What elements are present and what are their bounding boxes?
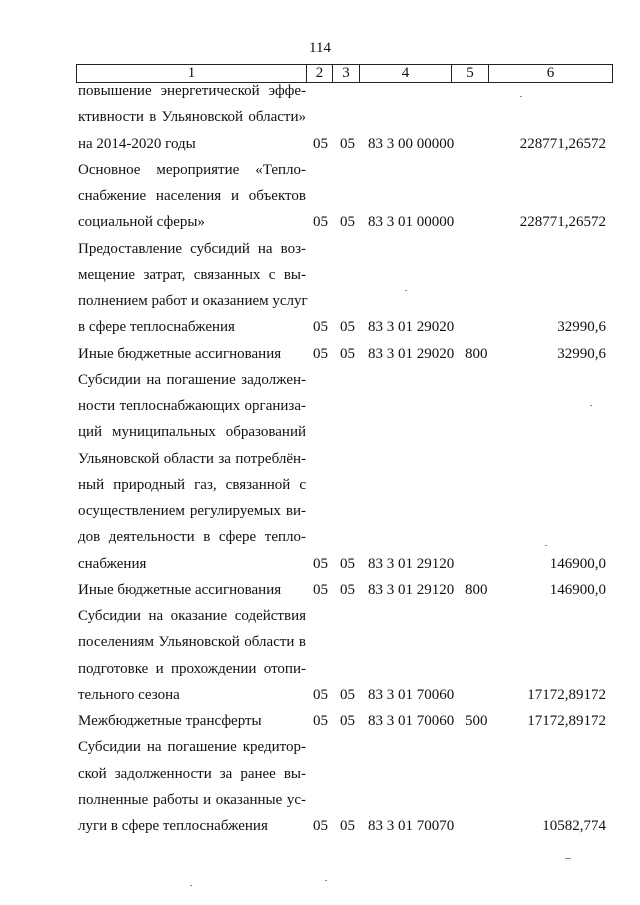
row-target-code: 83 3 01 70060 <box>368 686 455 703</box>
row-description-line: Основное мероприятие «Тепло- <box>78 161 306 178</box>
row-subsection: 05 <box>340 818 355 834</box>
row-amount: 146900,0 <box>549 581 606 598</box>
row-expense-type: 500 <box>465 713 488 729</box>
row-target-code: 83 3 01 00000 <box>368 214 455 231</box>
row-subsection: 05 <box>340 555 355 572</box>
row-description-line: ктивности в Ульяновской области» <box>78 109 306 126</box>
row-subsection: 05 <box>340 713 355 729</box>
row-description-line: осуществлением регулируемых ви- <box>78 503 306 519</box>
row-description-line: повышение энергетической эффе- <box>78 83 306 99</box>
row-description-line: в сфере теплоснабжения <box>78 319 235 336</box>
row-section: 05 <box>313 345 328 362</box>
column-header-1: 1 <box>77 65 307 83</box>
row-subsection: 05 <box>340 214 355 231</box>
row-subsection: 05 <box>340 319 355 336</box>
row-target-code: 83 3 01 70070 <box>368 818 455 834</box>
row-target-code: 83 3 01 29020 <box>368 345 455 362</box>
scan-speck <box>325 880 327 881</box>
row-description-line: дов деятельности в сфере тепло- <box>78 529 306 546</box>
row-description-line: ный природный газ, связанной с <box>78 476 306 493</box>
row-section: 05 <box>313 818 328 834</box>
column-header-4: 4 <box>360 65 452 83</box>
row-section: 05 <box>313 135 328 152</box>
row-description-line: Предоставление субсидий на воз- <box>78 240 306 257</box>
row-target-code: 83 3 00 00000 <box>368 135 455 152</box>
scan-speck <box>190 885 192 886</box>
row-amount: 17172,89172 <box>527 713 606 729</box>
row-target-code: 83 3 01 70060 <box>368 713 455 729</box>
page-number: 114 <box>309 40 331 56</box>
row-description-line: Субсидии на погашение кредитор- <box>78 739 306 756</box>
row-description-line: снабжения <box>78 555 147 572</box>
row-description-line: мещение затрат, связанных с вы- <box>78 266 306 283</box>
row-subsection: 05 <box>340 581 355 598</box>
row-amount: 228771,26572 <box>519 214 606 231</box>
row-subsection: 05 <box>340 135 355 152</box>
row-section: 05 <box>313 555 328 572</box>
scan-speck <box>565 858 571 859</box>
row-description-line: полненные работы и оказанные ус- <box>78 791 306 808</box>
row-description-line: Межбюджетные трансферты <box>78 713 262 729</box>
row-description-line: снабжение населения и объектов <box>78 188 306 204</box>
row-target-code: 83 3 01 29120 <box>368 581 455 598</box>
row-description-line: ности теплоснабжающих организа- <box>78 398 306 414</box>
scan-speck <box>545 545 547 546</box>
column-header-2: 2 <box>307 65 333 83</box>
row-amount: 32990,6 <box>557 319 606 336</box>
row-description-line: Иные бюджетные ассигнования <box>78 581 282 598</box>
row-description-line: луги в сфере теплоснабжения <box>78 818 268 834</box>
row-description-line: тельного сезона <box>78 686 180 703</box>
row-description-line: Ульяновской области за потреблён- <box>78 450 306 467</box>
row-subsection: 05 <box>340 345 355 362</box>
row-amount: 10582,774 <box>542 818 606 834</box>
row-description-line: Иные бюджетные ассигнования <box>78 345 282 362</box>
column-header-3: 3 <box>333 65 360 83</box>
row-section: 05 <box>313 713 328 729</box>
row-amount: 32990,6 <box>557 345 606 362</box>
scan-speck <box>405 290 407 291</box>
row-description-line: Субсидии на оказание содействия <box>78 608 306 624</box>
row-description-line: ской задолженности за ранее вы- <box>78 765 306 782</box>
row-description-line: Субсидии на погашение задолжен- <box>78 371 306 388</box>
scan-speck <box>520 96 522 97</box>
row-description-line: поселениям Ульяновской области в <box>78 634 306 651</box>
row-description-line: социальной сферы» <box>78 214 205 231</box>
row-target-code: 83 3 01 29020 <box>368 319 455 336</box>
row-target-code: 83 3 01 29120 <box>368 555 455 572</box>
row-expense-type: 800 <box>465 345 488 362</box>
column-header-5: 5 <box>452 65 489 83</box>
row-description-line: полнением работ и оказанием услуг <box>78 293 308 309</box>
row-description-line: на 2014-2020 годы <box>78 135 196 152</box>
row-section: 05 <box>313 581 328 598</box>
row-subsection: 05 <box>340 686 355 703</box>
row-amount: 17172,89172 <box>527 686 606 703</box>
row-amount: 228771,26572 <box>519 135 606 152</box>
row-amount: 146900,0 <box>549 555 606 572</box>
row-expense-type: 800 <box>465 581 488 598</box>
row-section: 05 <box>313 686 328 703</box>
row-description-line: подготовке и прохождении отопи- <box>78 660 306 677</box>
column-header-6: 6 <box>489 65 613 83</box>
row-section: 05 <box>313 319 328 336</box>
row-description-line: ций муниципальных образований <box>78 424 306 441</box>
scan-speck <box>590 405 592 406</box>
row-section: 05 <box>313 214 328 231</box>
